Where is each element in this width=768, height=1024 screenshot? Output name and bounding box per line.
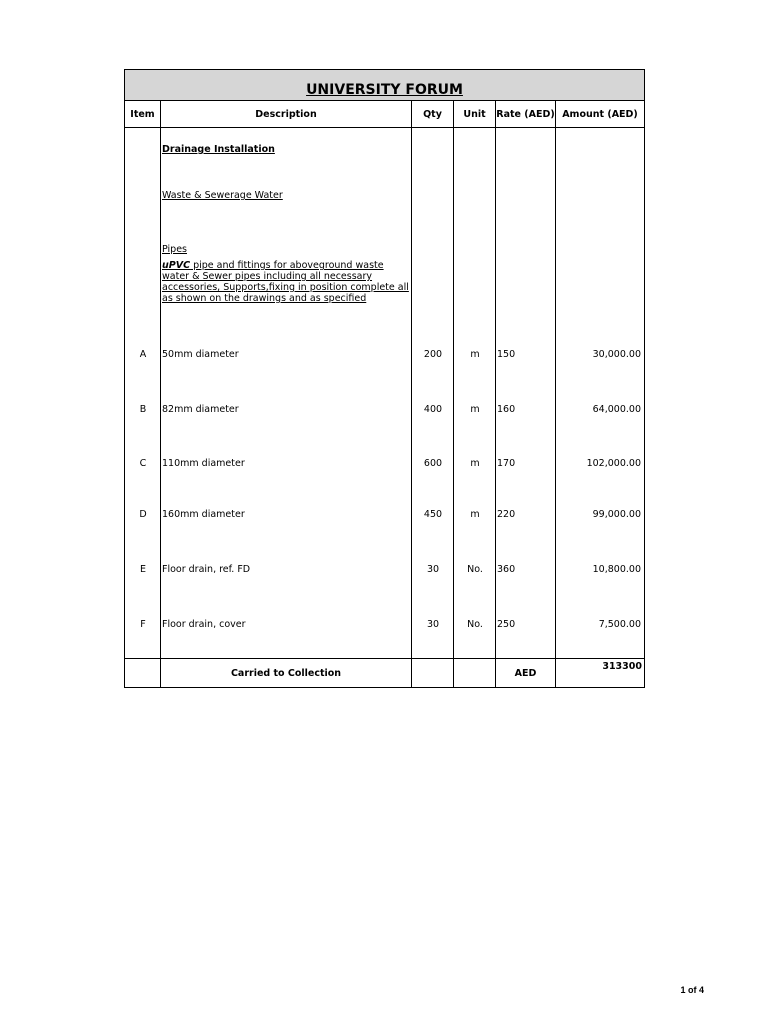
item-rate: 250 <box>497 619 516 630</box>
item-unit: m <box>470 458 480 469</box>
col-header-item: Item <box>125 101 161 128</box>
specification-text <box>162 260 410 304</box>
rate-column-cell <box>496 128 556 659</box>
item-code: F <box>140 619 146 630</box>
item-rate: 150 <box>497 349 516 360</box>
document-title: UNIVERSITY FORUM <box>125 70 645 101</box>
item-description: 82mm diameter <box>162 404 239 415</box>
unit-column-cell <box>454 128 496 659</box>
item-qty: 30 <box>426 564 440 575</box>
item-rate: 160 <box>497 404 516 415</box>
footer-qty-cell <box>412 659 454 688</box>
qty-column-cell <box>412 128 454 659</box>
item-qty: 450 <box>423 509 443 520</box>
item-rate: 220 <box>497 509 516 520</box>
item-column-cell <box>125 128 161 659</box>
col-header-amount: Amount (AED) <box>556 101 645 128</box>
item-unit: No. <box>467 619 483 630</box>
carried-to-collection-label: Carried to Collection <box>161 659 412 688</box>
item-amount: 10,800.00 <box>592 564 641 575</box>
footer-unit-cell <box>454 659 496 688</box>
col-header-unit: Unit <box>454 101 496 128</box>
item-unit: No. <box>467 564 483 575</box>
section-heading: Drainage Installation <box>162 144 275 155</box>
group-heading: Pipes <box>162 244 187 255</box>
footer-total: 313300 <box>556 659 645 688</box>
item-qty: 600 <box>423 458 443 469</box>
item-qty: 200 <box>423 349 443 360</box>
item-code: A <box>139 349 147 360</box>
item-amount: 99,000.00 <box>592 509 641 520</box>
item-rate: 170 <box>497 458 516 469</box>
page-number: 1 of 4 <box>680 985 704 995</box>
item-amount: 64,000.00 <box>592 404 641 415</box>
item-code: E <box>139 564 146 575</box>
bill-of-quantities-table <box>124 69 645 688</box>
item-code: C <box>139 458 147 469</box>
item-qty: 400 <box>423 404 443 415</box>
col-header-rate: Rate (AED) <box>496 101 556 128</box>
section-subheading: Waste & Sewerage Water <box>162 190 283 201</box>
specification-body: pipe and fittings for aboveground waste water & Sewer pipes including all necessary accessories, Supports,fixing in position complete all as shown on the drawings and as specified <box>162 260 409 304</box>
item-description: 50mm diameter <box>162 349 239 360</box>
item-qty: 30 <box>426 619 440 630</box>
item-description: 110mm diameter <box>162 458 245 469</box>
item-unit: m <box>470 509 480 520</box>
amount-column-cell <box>556 128 645 659</box>
footer-currency: AED <box>496 659 556 688</box>
item-description: Floor drain, ref. FD <box>162 564 251 575</box>
item-description: 160mm diameter <box>162 509 245 520</box>
col-header-description: Description <box>161 101 412 128</box>
col-header-qty: Qty <box>412 101 454 128</box>
item-code: B <box>139 404 147 415</box>
item-amount: 30,000.00 <box>592 349 641 360</box>
item-description: Floor drain, cover <box>162 619 246 630</box>
specification-material: uPVC <box>162 260 191 271</box>
item-code: D <box>139 509 147 520</box>
description-column-cell <box>161 128 412 659</box>
item-unit: m <box>470 349 480 360</box>
item-amount: 7,500.00 <box>598 619 641 630</box>
item-rate: 360 <box>497 564 516 575</box>
footer-item-cell <box>125 659 161 688</box>
item-unit: m <box>470 404 480 415</box>
item-amount: 102,000.00 <box>586 458 641 469</box>
